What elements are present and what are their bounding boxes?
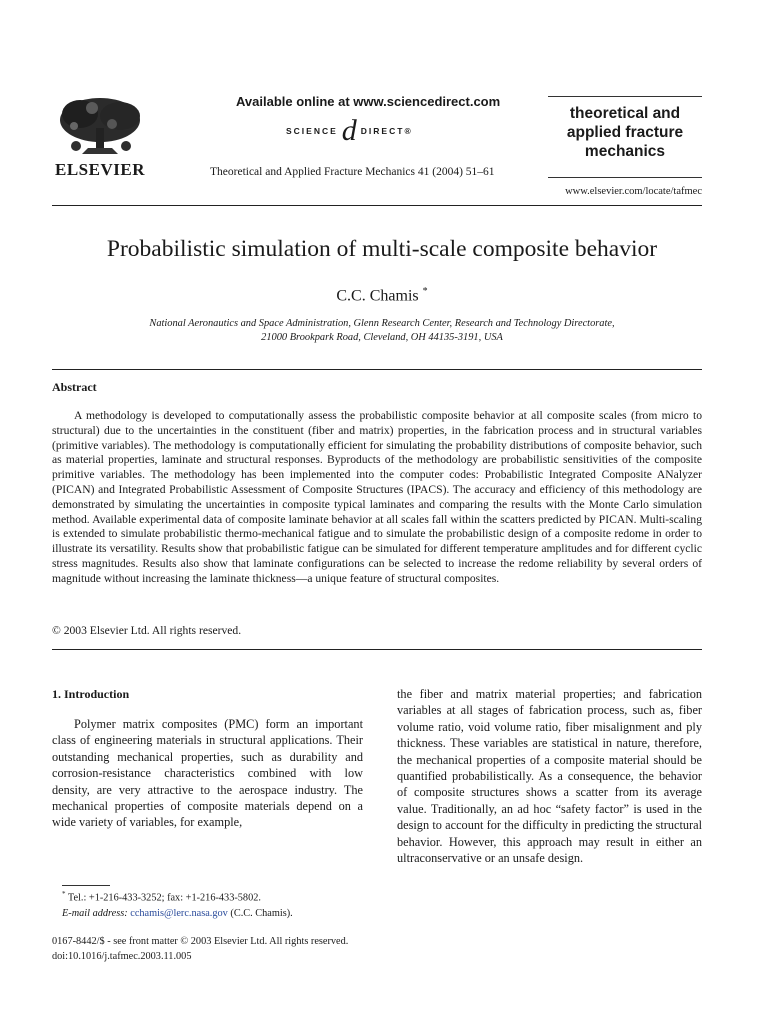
affiliation-line: 21000 Brookpark Road, Cleveland, OH 44135-3191, USA [261, 332, 503, 343]
direct-word: DIRECT [360, 126, 405, 136]
email-suffix: (C.C. Chamis). [230, 908, 293, 920]
header-divider [52, 205, 702, 206]
author-affiliation [80, 317, 684, 345]
abstract-heading: Abstract [52, 380, 97, 394]
author-footnote-mark[interactable]: * [422, 286, 428, 297]
abstract-bottom-rule [52, 649, 702, 650]
abstract-text: A methodology is developed to computationally assess the probabilistic composite behavior at all composite scales (from micro to structural) due to the uncertainties in the constituent (fiber and matrix) properties, in the fabrication process and in structural variables (primitive variables). The methodology is computationally efficient for simulating the probability distributions of composite behavior, such as material properties, laminate and structural responses. Byproducts of the methodology are probabilistic sensitivities of the composite primitive variables. The methodology has been implemented into the computer codes: Probabilistic Integrated Composite ANalyzer (PICAN) and Integrated Probabilistic Assessment of Composite Structures (IPACS). The accuracy and efficiency of this methodology are demonstrated by simulating the uncertainties in composite typical laminates and comparing the results with the Monte Carlo simulation method. Available experimental data of composite laminate behavior at all scales fall within the scatters predicted by PICAN. Multi-scaling is extended to simulate probabilistic thermo-mechanical fatigue and to simulate the probabilistic design of a composite redome in order to illustrate its versatility. Results show that probabilistic fatigue can be simulated for different temperature amplitudes and for different cyclic stress magnitudes. Results also show that laminate configurations can be selected to increase the redome reliability by several orders of magnitude without increasing the laminate thickness—a unique feature of structural composites. [52, 409, 702, 585]
doi-line[interactable]: doi:10.1016/j.tafmec.2003.11.005 [52, 951, 192, 962]
sciencedirect-logo [286, 116, 413, 146]
journal-citation: Theoretical and Applied Fracture Mechanics 41 (2004) 51–61 [210, 166, 495, 178]
abstract-top-rule [52, 369, 702, 370]
publisher-name: ELSEVIER [55, 160, 145, 179]
email-label: E-mail address: [62, 908, 128, 920]
journal-box-bottom-rule [548, 177, 702, 178]
page-footer [52, 934, 348, 964]
footnote-email-line [62, 906, 293, 922]
science-word: SCIENCE [286, 126, 338, 136]
author-footnote [62, 886, 293, 922]
registered-mark: ® [404, 126, 413, 136]
email-link[interactable]: cchamis@lerc.nasa.gov [130, 908, 228, 920]
article-title: Probabilistic simulation of multi-scale composite behavior [106, 236, 658, 262]
journal-title-line: applied fracture [566, 124, 684, 141]
copyright-notice: © 2003 Elsevier Ltd. All rights reserved. [52, 624, 242, 637]
footnote-mark: * [62, 890, 66, 898]
journal-title [548, 104, 702, 161]
body-column-right: the fiber and matrix material properties; and fabrication variables at all stages of fabrication process, such as, fiber volume ratio, void volume ratio, fiber misalignment and ply thickness. These variables are statistical in nature, therefore, the mechanical properties of a composite material should be quantified probabilistically. As a consequence, the behavior of composite structures shows a scatter from its average value. Traditionally, an ad hoc “safety factor” is used in the design to account for the difficulty in predicting the structural behavior. However, this approach may result in either an ultraconservative or an unsafe design. [397, 687, 702, 866]
author-line [52, 286, 712, 305]
issn-line: 0167-8442/$ - see front matter © 2003 Elsevier Ltd. All rights reserved. [52, 936, 349, 947]
author-name: C.C. Chamis [336, 287, 419, 305]
footnote-phone: Tel.: +1-216-433-3252; fax: +1-216-433-5802. [67, 892, 261, 904]
sciencedirect-at-icon: d [341, 114, 357, 147]
section-heading: 1. Introduction [52, 687, 130, 701]
journal-box-top-rule [548, 96, 702, 97]
available-online-text[interactable]: Available online at www.sciencedirect.com [236, 94, 501, 109]
body-column-left: Polymer matrix composites (PMC) form an important class of engineering materials in structural applications. Their outstanding mechanical properties, such as durability and corrosion-resistance characteristics combined with low density, are very attractive to the aerospace industry. The mechanical properties of composite materials depend on a wide variety of variables, for example, [52, 717, 363, 830]
journal-title-line: mechanics [584, 143, 666, 160]
journal-title-line: theoretical and [569, 105, 681, 122]
affiliation-line: National Aeronautics and Space Administration, Glenn Research Center, Research and Technology Directorate, [149, 318, 615, 329]
footnote-contact-line [62, 886, 293, 906]
journal-url[interactable]: www.elsevier.com/locate/tafmec [565, 186, 702, 197]
